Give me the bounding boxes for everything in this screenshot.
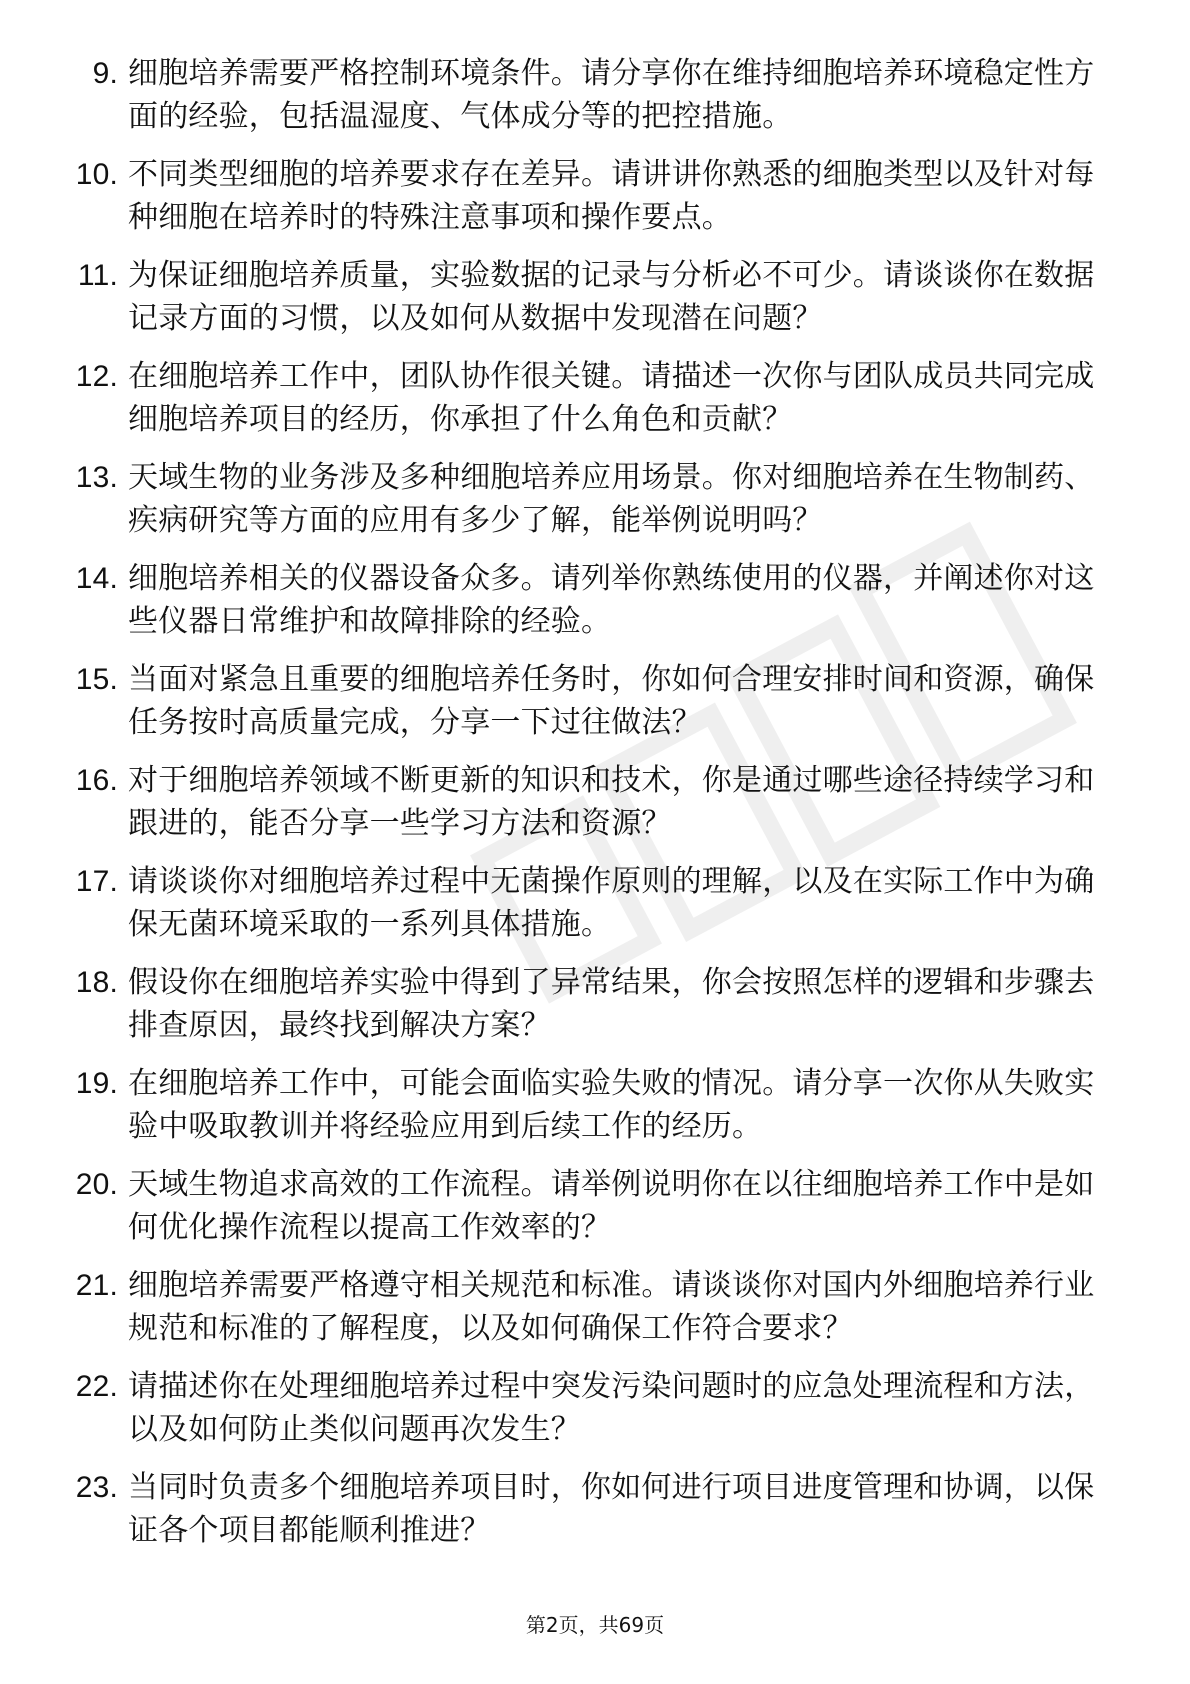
question-text: 假设你在细胞培养实验中得到了异常结果，你会按照怎样的逻辑和步骤去排查原因，最终找到解决方案？	[128, 965, 1095, 1043]
question-text: 天域生物追求高效的工作流程。请举例说明你在以往细胞培养工作中是如何优化操作流程以提高工作效率的？	[128, 1167, 1095, 1245]
question-text: 对于细胞培养领域不断更新的知识和技术，你是通过哪些途径持续学习和跟进的，能否分享一些学习方法和资源？	[128, 763, 1095, 841]
question-item	[60, 52, 1110, 138]
question-text: 在细胞培养工作中，可能会面临实验失败的情况。请分享一次你从失败实验中吸取教训并将经验应用到后续工作的经历。	[128, 1066, 1095, 1144]
question-item	[60, 1365, 1110, 1451]
question-item	[60, 961, 1110, 1047]
question-text: 天域生物的业务涉及多种细胞培养应用场景。你对细胞培养在生物制药、疾病研究等方面的应用有多少了解，能举例说明吗？	[128, 460, 1095, 538]
question-number: 10.	[75, 158, 118, 191]
question-text: 为保证细胞培养质量，实验数据的记录与分析必不可少。请谈谈你在数据记录方面的习惯，以及如何从数据中发现潜在问题？	[128, 258, 1095, 336]
question-item	[60, 355, 1110, 441]
question-text: 细胞培养需要严格控制环境条件。请分享你在维持细胞培养环境稳定性方面的经验，包括温湿度、气体成分等的把控措施。	[128, 56, 1095, 134]
question-text: 细胞培养相关的仪器设备众多。请列举你熟练使用的仪器，并阐述你对这些仪器日常维护和故障排除的经验。	[128, 561, 1095, 639]
question-number: 18.	[75, 966, 118, 999]
question-number: 13.	[75, 461, 118, 494]
question-text: 不同类型细胞的培养要求存在差异。请讲讲你熟悉的细胞类型以及针对每种细胞在培养时的特殊注意事项和操作要点。	[128, 157, 1095, 235]
question-number: 15.	[75, 663, 118, 696]
question-item	[60, 557, 1110, 643]
question-number: 22.	[75, 1370, 118, 1403]
question-text: 细胞培养需要严格遵守相关规范和标准。请谈谈你对国内外细胞培养行业规范和标准的了解程度，以及如何确保工作符合要求？	[128, 1268, 1095, 1346]
question-number: 17.	[75, 865, 118, 898]
question-number: 14.	[75, 562, 118, 595]
question-number: 16.	[75, 764, 118, 797]
page-footer	[0, 1611, 1190, 1639]
question-item	[60, 1264, 1110, 1350]
question-number: 20.	[75, 1168, 118, 1201]
question-text: 当同时负责多个细胞培养项目时，你如何进行项目进度管理和协调，以保证各个项目都能顺利推进？	[128, 1470, 1095, 1548]
page-indicator: 第2页，共69页	[525, 1613, 665, 1637]
question-number: 12.	[75, 360, 118, 393]
question-list	[60, 52, 1110, 1567]
question-item	[60, 759, 1110, 845]
question-text: 请描述你在处理细胞培养过程中突发污染问题时的应急处理流程和方法，以及如何防止类似问题再次发生？	[128, 1369, 1095, 1447]
question-item	[60, 1062, 1110, 1148]
question-number: 11.	[77, 259, 118, 292]
question-number: 23.	[75, 1471, 118, 1504]
question-number: 9.	[92, 57, 118, 90]
question-item	[60, 254, 1110, 340]
question-item	[60, 153, 1110, 239]
question-text: 当面对紧急且重要的细胞培养任务时，你如何合理安排时间和资源，确保任务按时高质量完成，分享一下过往做法？	[128, 662, 1095, 740]
question-item	[60, 860, 1110, 946]
question-number: 21.	[75, 1269, 118, 1302]
question-item	[60, 658, 1110, 744]
question-text: 请谈谈你对细胞培养过程中无菌操作原则的理解，以及在实际工作中为确保无菌环境采取的一系列具体措施。	[128, 864, 1095, 942]
question-item	[60, 456, 1110, 542]
question-text: 在细胞培养工作中，团队协作很关键。请描述一次你与团队成员共同完成细胞培养项目的经历，你承担了什么角色和贡献？	[128, 359, 1095, 437]
question-number: 19.	[75, 1067, 118, 1100]
question-item	[60, 1163, 1110, 1249]
question-item	[60, 1466, 1110, 1552]
